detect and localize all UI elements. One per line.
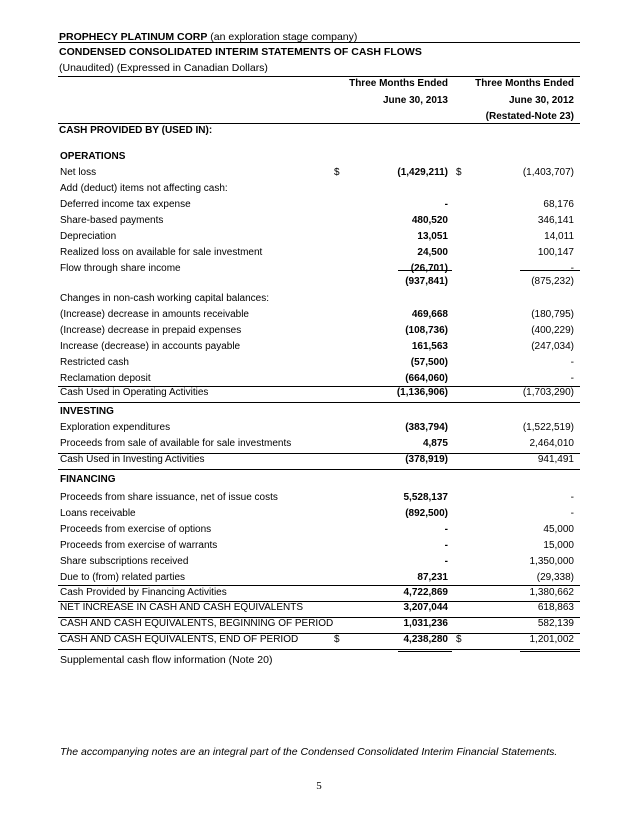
value-2013: - [444, 524, 448, 535]
table-row [58, 420, 580, 436]
value-2013: 24,500 [417, 247, 448, 258]
row-label: Depreciation [60, 231, 117, 242]
value-2013: 13,051 [417, 231, 448, 242]
value-2012: (1,703,290) [522, 387, 574, 398]
value-2013: 4,722,869 [403, 587, 448, 598]
row-label: Proceeds from exercise of options [60, 524, 212, 535]
value-2013: 469,668 [411, 309, 448, 320]
value-2012: 45,000 [543, 524, 574, 535]
subtotal-rule [398, 270, 452, 271]
row-label: Exploration expenditures [60, 422, 171, 433]
value-2013: 5,528,137 [403, 492, 448, 503]
table-row [58, 149, 580, 165]
footnote: The accompanying notes are an integral part of the Condensed Consolidated Interim Financial Statements. [60, 746, 558, 758]
table-row [58, 291, 580, 307]
value-2013: (892,500) [405, 508, 448, 519]
table-row [58, 197, 580, 213]
row-label: (Increase) decrease in prepaid expenses [60, 325, 242, 336]
subtotal-rule [520, 270, 580, 271]
table-row [58, 554, 580, 570]
table-row [58, 355, 580, 371]
table-row [58, 229, 580, 245]
value-2012: 2,464,010 [529, 438, 574, 449]
value-2013: (664,060) [405, 373, 448, 384]
value-2013: 161,563 [411, 341, 448, 352]
column-heading-rule [58, 123, 580, 124]
row-label: Loans receivable [60, 508, 136, 519]
col1-heading-line1: Three Months Ended [349, 78, 448, 89]
col1-heading-line2: June 30, 2013 [382, 95, 448, 106]
page-number: 5 [316, 780, 322, 792]
value-2013: (57,500) [410, 357, 448, 368]
value-2013: - [444, 540, 448, 551]
row-label: Deferred income tax expense [60, 199, 191, 210]
value-2012: (1,403,707) [522, 167, 574, 178]
table-rule [58, 585, 580, 586]
row-label: Share subscriptions received [60, 556, 189, 567]
table-rule [58, 453, 580, 454]
currency-symbol: $ [456, 634, 462, 645]
table-row [58, 506, 580, 522]
table-rule [58, 601, 580, 602]
value-2013: (378,919) [405, 454, 448, 465]
value-2013: - [444, 556, 448, 567]
row-label: (Increase) decrease in amounts receivable [60, 309, 249, 320]
row-label: OPERATIONS [60, 151, 126, 162]
table-row [58, 472, 580, 488]
row-label: Restricted cash [60, 357, 129, 368]
value-2013: 3,207,044 [403, 602, 448, 613]
value-2013: - [444, 199, 448, 210]
value-2013: 87,231 [417, 572, 448, 583]
value-2012: 1,201,002 [529, 634, 574, 645]
value-2012: - [570, 357, 574, 368]
value-2012: 1,350,000 [529, 556, 574, 567]
table-row [58, 436, 580, 452]
value-2012: (247,034) [531, 341, 574, 352]
table-row [58, 404, 580, 420]
table-row [58, 323, 580, 339]
subtitle-rule [58, 76, 580, 77]
table-rule [58, 633, 580, 634]
table-rule [58, 469, 580, 470]
table-rule [58, 386, 580, 387]
value-2013: (26,701) [410, 263, 448, 274]
value-2012: - [570, 373, 574, 384]
row-label: NET INCREASE IN CASH AND CASH EQUIVALENTS [60, 602, 304, 613]
value-2013: 1,031,236 [403, 618, 448, 629]
row-label: Add (deduct) items not affecting cash: [60, 183, 228, 194]
row-label: Due to (from) related parties [60, 572, 186, 583]
table-row [58, 570, 580, 586]
table-row [58, 213, 580, 229]
value-2012: (1,522,519) [522, 422, 574, 433]
cash-section-heading: CASH PROVIDED BY (USED IN): [59, 125, 213, 136]
row-label: Cash Used in Operating Activities [60, 387, 209, 398]
table-row [58, 339, 580, 355]
value-2012: 14,011 [544, 231, 574, 242]
value-2013: (108,736) [405, 325, 448, 336]
row-label: Increase (decrease) in accounts payable [60, 341, 241, 352]
double-underline [398, 651, 452, 652]
table-row [58, 181, 580, 197]
value-2012: (29,338) [536, 572, 574, 583]
table-row [58, 307, 580, 323]
table-rule [58, 402, 580, 403]
row-label: Flow through share income [60, 263, 181, 274]
table-row [58, 274, 580, 290]
double-underline [520, 651, 580, 652]
supplemental-note: Supplemental cash flow information (Note 20) [60, 654, 273, 666]
row-label: FINANCING [60, 474, 116, 485]
value-2012: 582,139 [537, 618, 574, 629]
company-name: PROPHECY PLATINUM CORP [59, 31, 208, 43]
table-row [58, 490, 580, 506]
currency-symbol: $ [456, 167, 462, 178]
row-label: Share-based payments [60, 215, 164, 226]
value-2012: - [570, 508, 574, 519]
value-2013: (937,841) [405, 276, 448, 287]
table-row [58, 616, 580, 632]
table-row [58, 600, 580, 616]
value-2013: (1,429,211) [397, 167, 448, 178]
table-row [58, 538, 580, 554]
row-label: Reclamation deposit [60, 373, 151, 384]
table-rule [58, 617, 580, 618]
value-2012: (180,795) [531, 309, 574, 320]
value-2012: 346,141 [537, 215, 574, 226]
row-label: Proceeds from exercise of warrants [60, 540, 218, 551]
value-2013: 4,238,280 [403, 634, 448, 645]
value-2012: (875,232) [531, 276, 574, 287]
company-description: (an exploration stage company) [207, 31, 358, 43]
row-label: INVESTING [60, 406, 114, 417]
table-rule [58, 649, 580, 650]
value-2012: 941,491 [537, 454, 574, 465]
col2-heading-line1: Three Months Ended [475, 78, 574, 89]
statement-subtitle: (Unaudited) (Expressed in Canadian Dollars) [59, 62, 268, 74]
table-row [58, 165, 580, 181]
row-label: CASH AND CASH EQUIVALENTS, END OF PERIOD [60, 634, 299, 645]
table-row [58, 385, 580, 401]
table-row [58, 522, 580, 538]
row-label: Changes in non-cash working capital balances: [60, 293, 270, 304]
table-row [58, 452, 580, 468]
value-2012: - [570, 492, 574, 503]
currency-symbol: $ [334, 634, 340, 645]
col2-heading-line2: June 30, 2012 [508, 95, 574, 106]
value-2012: - [570, 263, 574, 274]
currency-symbol: $ [334, 167, 340, 178]
value-2012: (400,229) [531, 325, 574, 336]
row-label: CASH AND CASH EQUIVALENTS, BEGINNING OF PERIOD [60, 618, 334, 629]
row-label: Realized loss on available for sale investment [60, 247, 263, 258]
value-2012: 1,380,662 [529, 587, 574, 598]
row-label: Net loss [60, 167, 97, 178]
row-label: Cash Provided by Financing Activities [60, 587, 227, 598]
top-rule [58, 42, 580, 43]
value-2012: 15,000 [543, 540, 574, 551]
row-label: Cash Used in Investing Activities [60, 454, 205, 465]
row-label: Proceeds from sale of available for sale investments [60, 438, 292, 449]
value-2013: 4,875 [422, 438, 448, 449]
value-2012: 100,147 [537, 247, 574, 258]
table-row [58, 585, 580, 601]
value-2013: (1,136,906) [396, 387, 448, 398]
value-2012: 68,176 [543, 199, 574, 210]
value-2012: 618,863 [537, 602, 574, 613]
table-row [58, 632, 580, 648]
row-label: Proceeds from share issuance, net of issue costs [60, 492, 278, 503]
value-2013: 480,520 [411, 215, 448, 226]
col2-heading-line3: (Restated-Note 23) [485, 111, 574, 122]
value-2013: (383,794) [405, 422, 448, 433]
table-row [58, 245, 580, 261]
statement-title: CONDENSED CONSOLIDATED INTERIM STATEMENTS OF CASH FLOWS [59, 46, 422, 58]
